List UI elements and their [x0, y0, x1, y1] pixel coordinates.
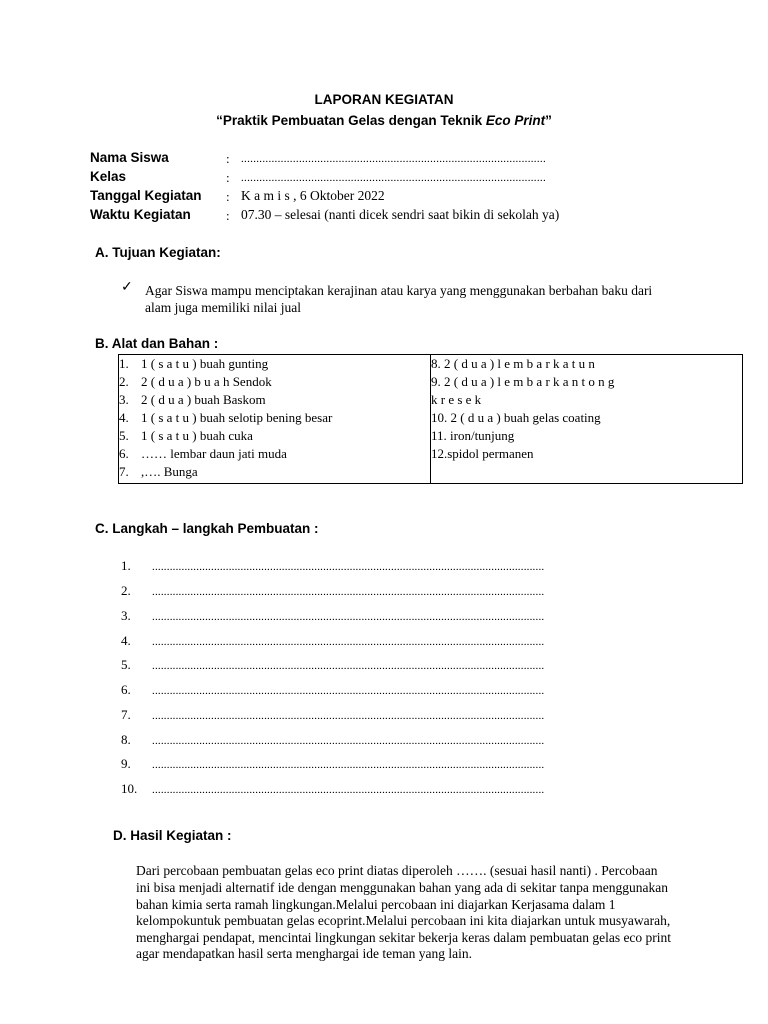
- section-a-heading: A. Tujuan Kegiatan:: [95, 245, 221, 260]
- list-item: 7. ,…. Bunga: [119, 464, 198, 479]
- list-item: 3. 2 ( d u a ) buah Baskom: [119, 392, 266, 407]
- list-item: 4. 1 ( s a t u ) buah selotip bening besar: [119, 410, 333, 425]
- step-number: 1.: [121, 558, 131, 573]
- list-item: 1. 1 ( s a t u ) buah gunting: [119, 356, 269, 371]
- list-item: 5. 1 ( s a t u ) buah cuka: [119, 428, 253, 443]
- report-title: LAPORAN KEGIATAN: [314, 92, 454, 107]
- list-item: 11. iron/tunjung: [431, 428, 515, 443]
- subtitle-emphasis: Eco Print: [485, 113, 546, 128]
- alat-bahan-row: [119, 355, 743, 484]
- tujuan-line-2: alam juga memiliki nilai jual: [145, 300, 301, 315]
- step-number: 10.: [121, 781, 138, 796]
- step-number: 8.: [121, 732, 131, 747]
- step-number: 2.: [121, 583, 131, 598]
- tujuan-line-1: Agar Siswa mampu menciptakan kerajinan atau karya yang menggunakan berbahan baku dari: [145, 283, 653, 298]
- step-number: 9.: [121, 756, 131, 771]
- hasil-line-1: Dari percobaan pembuatan gelas eco print diatas diperoleh ……. (sesuai hasil nanti) . Percobaan: [136, 863, 658, 878]
- step-line: .....................................................................................................................................: [152, 636, 545, 648]
- tanggal-kegiatan-colon: :: [226, 189, 230, 204]
- waktu-kegiatan-value: 07.30 – selesai (nanti dicek sendri saat bikin di sekolah ya): [241, 207, 560, 222]
- step-line: .....................................................................................................................................: [152, 561, 545, 573]
- list-item: 10. 2 ( d u a ) buah gelas coating: [431, 410, 601, 425]
- list-item: 6. …… lembar daun jati muda: [119, 446, 287, 461]
- nama-siswa-colon: :: [226, 151, 230, 166]
- hasil-line-6: agar mendapatkan hasil serta menghargai ide teman yang lain.: [136, 946, 472, 961]
- hasil-line-3: bahan kimia serta ramah lingkungan.Melalui percobaan ini diajarkan Kerjasama dalam 1: [136, 897, 616, 912]
- section-c-heading: C. Langkah – langkah Pembuatan :: [95, 521, 319, 536]
- subtitle-close-quote: ”: [545, 113, 552, 128]
- hasil-line-2: ini bisa menjadi alternatif ide dengan menggunakan bahan yang ada di sekitar tanpa menggunakan: [136, 880, 668, 895]
- step-line: .....................................................................................................................................: [152, 784, 545, 796]
- section-d-heading: D. Hasil Kegiatan :: [113, 828, 232, 843]
- step-number: 5.: [121, 657, 131, 672]
- kelas-label: Kelas: [90, 169, 127, 184]
- list-item: 12.spidol permanen: [431, 446, 534, 461]
- step-line: .....................................................................................................................................: [152, 660, 545, 672]
- step-line: .....................................................................................................................................: [152, 611, 545, 623]
- step-line: .....................................................................................................................................: [152, 710, 545, 722]
- list-item: 9. 2 ( d u a ) l e m b a r k a n t o n g: [431, 374, 615, 389]
- waktu-kegiatan-colon: :: [226, 208, 230, 223]
- section-b-heading: B. Alat dan Bahan :: [95, 336, 219, 351]
- step-line: .....................................................................................................................................: [152, 685, 545, 697]
- list-item: 8. 2 ( d u a ) l e m b a r k a t u n: [431, 356, 595, 371]
- list-item: k r e s e k: [431, 392, 482, 407]
- kelas-field: ....................................................................................................: [241, 172, 546, 184]
- step-number: 3.: [121, 608, 131, 623]
- step-number: 7.: [121, 707, 131, 722]
- step-number: 4.: [121, 633, 131, 648]
- waktu-kegiatan-label: Waktu Kegiatan: [90, 207, 191, 222]
- nama-siswa-field: ....................................................................................................: [241, 153, 546, 165]
- alat-bahan-left-column: [119, 355, 431, 484]
- tanggal-kegiatan-value: K a m i s , 6 Oktober 2022: [241, 188, 385, 203]
- step-line: .....................................................................................................................................: [152, 759, 545, 771]
- nama-siswa-label: Nama Siswa: [90, 150, 169, 165]
- tanggal-kegiatan-label: Tanggal Kegiatan: [90, 188, 202, 203]
- alat-bahan-table: [118, 354, 743, 484]
- list-item: 2. 2 ( d u a ) b u a h Sendok: [119, 374, 272, 389]
- checkmark-icon: ✓: [121, 280, 133, 295]
- hasil-line-5: menghargai pendapat, mencintai lingkungan sekitar bekerja keras dalam pembuatan gelas eco print: [136, 930, 672, 945]
- step-line: .....................................................................................................................................: [152, 735, 545, 747]
- step-number: 6.: [121, 682, 131, 697]
- hasil-line-4: kelompokuntuk pembuatan gelas ecoprint.Melalui percobaan ini kita diajarkan untuk musyawarah,: [136, 913, 671, 928]
- kelas-colon: :: [226, 170, 230, 185]
- step-line: .....................................................................................................................................: [152, 586, 545, 598]
- report-subtitle: [0, 113, 768, 128]
- alat-bahan-right-column: [431, 355, 743, 484]
- subtitle-text: “Praktik Pembuatan Gelas dengan Teknik: [216, 113, 486, 128]
